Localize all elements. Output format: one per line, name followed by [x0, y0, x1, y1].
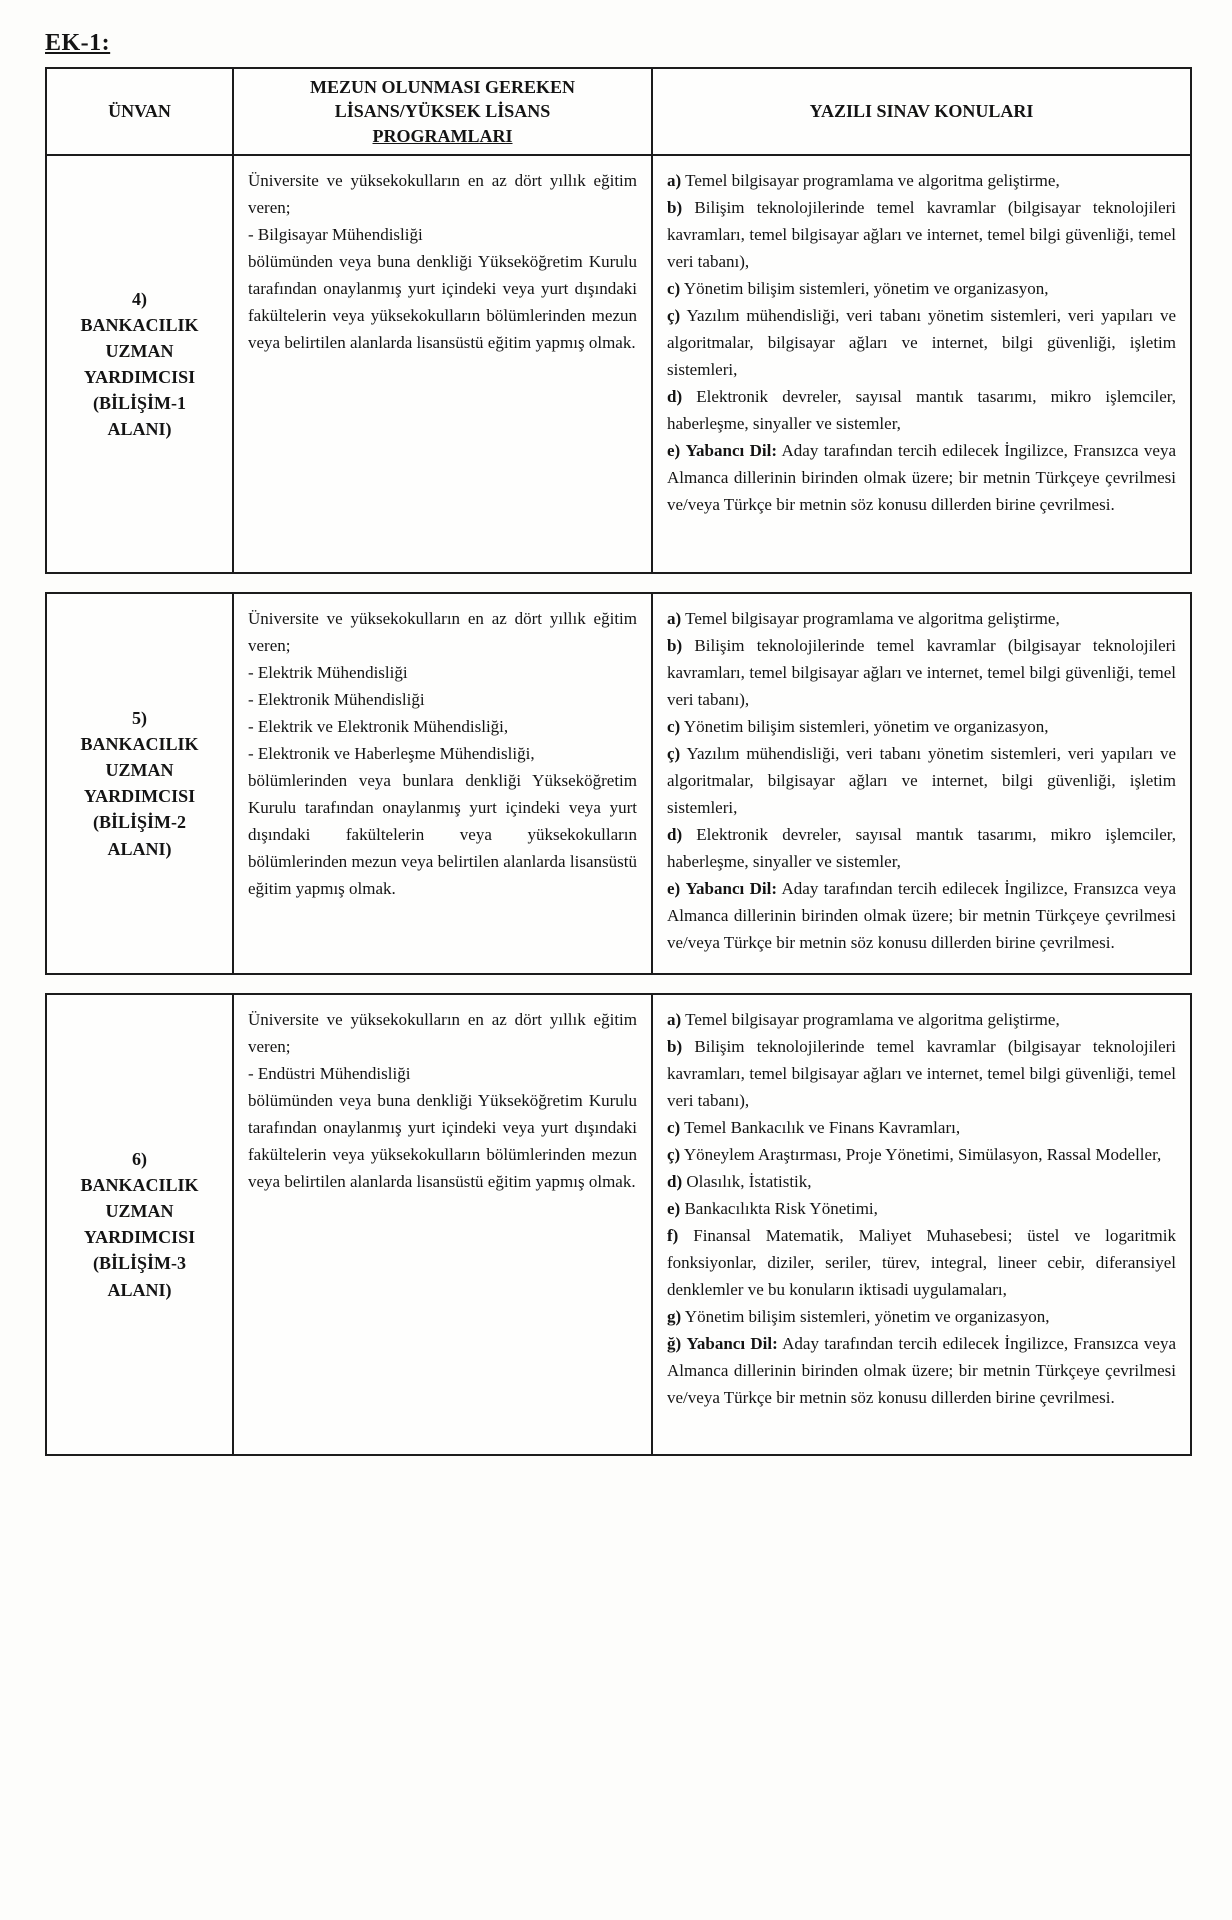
topic-item — [667, 275, 1176, 302]
topic-label: b) — [667, 197, 683, 217]
topic-label: ç) — [667, 743, 681, 763]
topic-item — [667, 821, 1176, 875]
topic-label: b) — [667, 635, 683, 655]
topic-label: e) — [667, 1198, 681, 1218]
topic-item — [667, 383, 1176, 437]
unvan-line: YARDIMCISI — [83, 1227, 196, 1248]
program-department: - Elektronik ve Haberleşme Mühendisliği, — [248, 743, 535, 763]
topic-text: Temel bilgisayar programlama ve algoritma geliştirme, — [685, 170, 1060, 190]
topics-cell — [653, 156, 1190, 572]
table-body — [45, 154, 1192, 1456]
unvan-line: 6) — [132, 1149, 147, 1170]
table-row — [45, 592, 1192, 975]
header-unvan-label: ÜNVAN — [108, 101, 171, 122]
topic-item — [667, 302, 1176, 383]
page-title: EK-1: — [45, 30, 111, 56]
topic-text: Finansal Matematik, Maliyet Muhasebesi; üstel ve logaritmik fonksiyonlar, diziler, seriler, türev, integral, lineer cebir, diferansiyel denklemler ve bu konuların iktisadi uygulamaları, — [667, 1225, 1176, 1299]
program-intro: Üniversite ve yüksekokulların en az dört yıllık eğitim veren; — [248, 1009, 637, 1056]
topic-item — [667, 875, 1176, 956]
table-header-row — [45, 67, 1192, 156]
topic-label: f) — [667, 1225, 679, 1245]
topic-item — [667, 1033, 1176, 1114]
program-cell — [234, 594, 653, 973]
unvan-line: YARDIMCISI — [83, 366, 196, 387]
topic-text: Yazılım mühendisliği, veri tabanı yönetim sistemleri, veri yapıları ve algoritmalar, bilgisayar ağları ve internet, bilgi güvenliği, işletim sistemleri, — [667, 743, 1176, 817]
topic-item — [667, 740, 1176, 821]
topic-label: a) — [667, 608, 682, 628]
topic-item — [667, 1006, 1176, 1033]
topic-label: e) — [667, 878, 681, 898]
topic-label: e) — [667, 440, 681, 460]
unvan-line: BANKACILIK — [80, 1175, 199, 1196]
unvan-line: UZMAN — [105, 760, 174, 781]
topic-text: Aday tarafından tercih edilecek İngilizce, Fransızca veya Almanca dillerinin birinden olmak üzere; bir metnin Türkçeye çevrilmesi ve/veya Türkçe bir metnin söz konusu dillerden birine çevrilmesi. — [667, 878, 1176, 952]
topic-text: Olasılık, İstatistik, — [686, 1171, 812, 1191]
header-program-line3: PROGRAMLARI — [372, 125, 513, 146]
header-sinav-label: YAZILI SINAV KONULARI — [809, 101, 1034, 122]
unvan-line: BANKACILIK — [80, 734, 199, 755]
header-program-line2: LİSANS/YÜKSEK LİSANS — [334, 101, 551, 122]
topic-label: c) — [667, 1117, 681, 1137]
topic-item — [667, 1114, 1176, 1141]
program-requirements: bölümünden veya buna denkliği Yükseköğretim Kurulu tarafından onaylanmış yurt içindeki veya yurt dışındaki fakültelerin veya yüksekokulların bölümlerinden mezun veya belirtilen alanlarda lisansüstü eğitim yapmış olmak. — [248, 251, 637, 352]
topic-label: ç) — [667, 305, 681, 325]
unvan-line: (BİLİŞİM-2 — [92, 812, 186, 833]
header-cell-sinav — [653, 69, 1190, 154]
topic-text: Temel bilgisayar programlama ve algoritma geliştirme, — [685, 608, 1060, 628]
unvan-line: (BİLİŞİM-3 — [92, 1253, 186, 1274]
topic-text: Yönetim bilişim sistemleri, yönetim ve organizasyon, — [683, 278, 1049, 298]
topic-text: Elektronik devreler, sayısal mantık tasarımı, mikro işlemciler, haberleşme, sinyaller ve sistemler, — [667, 824, 1176, 871]
topic-bold-term: Yabancı Dil: — [685, 878, 778, 898]
program-cell — [234, 995, 653, 1454]
unvan-cell — [47, 995, 234, 1454]
topic-item — [667, 1168, 1176, 1195]
topic-text: Yöneylem Araştırması, Proje Yönetimi, Simülasyon, Rassal Modeller, — [683, 1144, 1162, 1164]
program-department: - Elektronik Mühendisliği — [248, 689, 425, 709]
topic-text: Temel Bankacılık ve Finans Kavramları, — [684, 1117, 961, 1137]
topic-text: Bilişim teknolojilerinde temel kavramlar (bilgisayar teknolojileri kavramları, temel bilgisayar ağları ve internet, temel bilgi güvenliği, temel veri tabanı), — [667, 1036, 1177, 1110]
program-department: - Elektrik Mühendisliği — [248, 662, 408, 682]
topic-label: c) — [667, 716, 681, 736]
program-department: - Endüstri Mühendisliği — [248, 1063, 411, 1083]
topic-label: c) — [667, 278, 681, 298]
topic-text: Yönetim bilişim sistemleri, yönetim ve organizasyon, — [684, 1306, 1050, 1326]
unvan-line: BANKACILIK — [80, 314, 199, 335]
unvan-line: ALANI) — [107, 419, 172, 440]
topic-item — [667, 1222, 1176, 1303]
program-requirements: bölümünden veya buna denkliği Yükseköğretim Kurulu tarafından onaylanmış yurt içindeki veya yurt dışındaki fakültelerin veya yüksekokulların bölümlerinden mezun veya belirtilen alanlarda lisansüstü eğitim yapmış olmak. — [248, 1090, 637, 1191]
topic-text: Bilişim teknolojilerinde temel kavramlar (bilgisayar teknolojileri kavramları, temel bilgisayar ağları ve internet, temel bilgi güvenliği, temel veri tabanı), — [667, 197, 1177, 271]
unvan-cell — [47, 156, 234, 572]
header-cell-unvan — [47, 69, 234, 154]
unvan-line: ALANI) — [107, 1279, 172, 1300]
program-department: - Bilgisayar Mühendisliği — [248, 224, 423, 244]
topic-label: ğ) — [667, 1333, 682, 1353]
topic-text: Yönetim bilişim sistemleri, yönetim ve organizasyon, — [683, 716, 1049, 736]
topic-item — [667, 194, 1176, 275]
topic-text: Yazılım mühendisliği, veri tabanı yönetim sistemleri, veri yapıları ve algoritmalar, bilgisayar ağları ve internet, bilgi güvenliği, işletim sistemleri, — [667, 305, 1176, 379]
topic-label: b) — [667, 1036, 683, 1056]
topic-text: Aday tarafından tercih edilecek İngilizce, Fransızca veya Almanca dillerinin birinden olmak üzere; bir metnin Türkçeye çevrilmesi ve/veya Türkçe bir metnin söz konusu dillerden birine çevrilmesi. — [667, 440, 1176, 514]
unvan-line: (BİLİŞİM-1 — [92, 392, 186, 413]
unvan-line: YARDIMCISI — [83, 786, 196, 807]
topic-item — [667, 632, 1176, 713]
header-program-line1: MEZUN OLUNMASI GEREKEN — [309, 77, 576, 97]
topic-bold-term: Yabancı Dil: — [686, 1333, 778, 1353]
topic-bold-term: Yabancı Dil: — [685, 440, 778, 460]
unvan-cell — [47, 594, 234, 973]
topic-text: Bilişim teknolojilerinde temel kavramlar (bilgisayar teknolojileri kavramları, temel bilgisayar ağları ve internet, temel bilgi güvenliği, temel veri tabanı), — [667, 635, 1177, 709]
topic-label: a) — [667, 1009, 682, 1029]
program-requirements: bölümlerinden veya bunlara denkliği Yükseköğretim Kurulu tarafından onaylanmış yurt içindeki veya yurt dışındaki fakültelerin veya yüksekokulların bölümlerinden mezun veya belirtilen alanlarda lisansüstü eğitim yapmış olmak. — [248, 770, 637, 898]
topic-text: Bankacılıkta Risk Yönetimi, — [684, 1198, 878, 1218]
topic-item — [667, 437, 1176, 518]
topic-label: ç) — [667, 1144, 681, 1164]
unvan-line: UZMAN — [105, 340, 174, 361]
program-department: - Elektrik ve Elektronik Mühendisliği, — [248, 716, 509, 736]
table-row — [45, 993, 1192, 1456]
table-row — [45, 154, 1192, 574]
topic-item — [667, 713, 1176, 740]
topic-item — [667, 1303, 1176, 1330]
topic-item — [667, 1141, 1176, 1168]
unvan-line: 4) — [132, 288, 147, 309]
topic-item — [667, 605, 1176, 632]
header-cell-program — [234, 69, 653, 154]
topic-item — [667, 1195, 1176, 1222]
topic-label: d) — [667, 386, 683, 406]
program-intro: Üniversite ve yüksekokulların en az dört yıllık eğitim veren; — [248, 170, 637, 217]
topic-item — [667, 1330, 1176, 1411]
topic-label: d) — [667, 1171, 683, 1191]
topic-text: Elektronik devreler, sayısal mantık tasarımı, mikro işlemciler, haberleşme, sinyaller ve sistemler, — [667, 386, 1176, 433]
topic-text: Aday tarafından tercih edilecek İngilizce, Fransızca veya Almanca dillerinin birinden olmak üzere; bir metnin Türkçeye çevrilmesi ve/veya Türkçe bir metnin söz konusu dillerden birine çevrilmesi. — [667, 1333, 1176, 1407]
program-intro: Üniversite ve yüksekokulların en az dört yıllık eğitim veren; — [248, 608, 637, 655]
topics-cell — [653, 995, 1190, 1454]
program-cell — [234, 156, 653, 572]
requirements-table — [45, 67, 1192, 1456]
topic-label: d) — [667, 824, 683, 844]
unvan-line: ALANI) — [107, 838, 172, 859]
unvan-line: UZMAN — [105, 1201, 174, 1222]
topic-item — [667, 167, 1176, 194]
topic-label: a) — [667, 170, 682, 190]
unvan-line: 5) — [132, 708, 147, 729]
topics-cell — [653, 594, 1190, 973]
topic-label: g) — [667, 1306, 682, 1326]
topic-text: Temel bilgisayar programlama ve algoritma geliştirme, — [685, 1009, 1060, 1029]
